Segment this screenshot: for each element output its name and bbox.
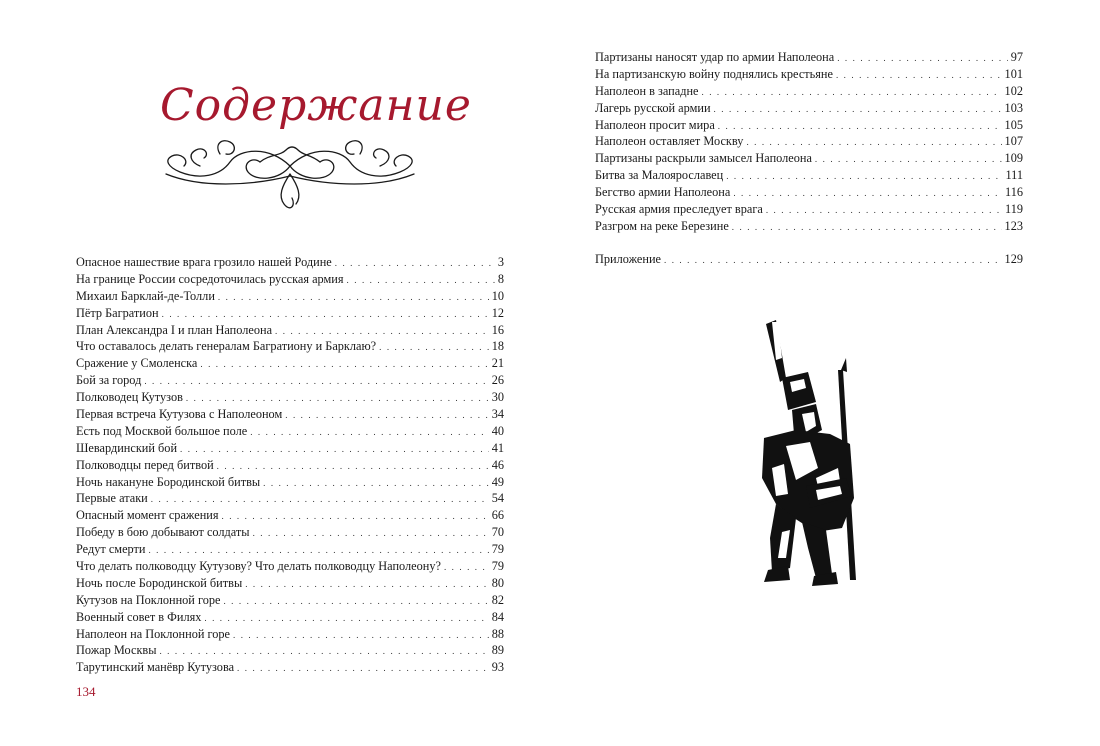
toc-entry-page: 70 xyxy=(491,525,504,540)
toc-entry-title: На партизанскую войну поднялись крестьяне xyxy=(595,66,833,81)
toc-entry[interactable] xyxy=(595,83,1023,100)
toc-entry-title: Наполеон в западне xyxy=(595,83,699,98)
toc-entry[interactable] xyxy=(76,507,504,524)
toc-entry-title: Партизаны раскрыли замысел Наполеона xyxy=(595,151,812,166)
toc-entry-page: 89 xyxy=(491,643,504,658)
toc-entry-page: 111 xyxy=(1005,168,1023,183)
toc-entry[interactable] xyxy=(76,575,504,592)
toc-entry-page: 12 xyxy=(491,305,504,320)
toc-entry-page: 34 xyxy=(491,407,504,422)
toc-entry-title: Битва за Малоярославец xyxy=(595,168,724,183)
toc-entry[interactable] xyxy=(76,524,504,541)
toc-entry-page: 80 xyxy=(491,575,504,590)
toc-entry[interactable] xyxy=(76,626,504,643)
toc-entry-page: 79 xyxy=(491,559,504,574)
toc-entry-page: 84 xyxy=(491,609,504,624)
toc-entry-title: Шевардинский бой xyxy=(76,440,178,455)
toc-entry[interactable] xyxy=(595,133,1023,150)
toc-entry-page: 88 xyxy=(491,626,504,641)
toc-entry-page: 26 xyxy=(491,373,504,388)
toc-entry-page: 103 xyxy=(1004,100,1023,115)
toc-entry[interactable] xyxy=(76,440,504,457)
toc-entry-page: 82 xyxy=(491,592,504,607)
toc-entry[interactable] xyxy=(595,184,1023,201)
toc-entry-page: 123 xyxy=(1004,218,1023,233)
toc-entry[interactable] xyxy=(76,305,504,322)
toc-entry[interactable] xyxy=(76,288,504,305)
toc-entry-title: Редут смерти xyxy=(76,542,146,557)
toc-entry[interactable] xyxy=(595,150,1023,167)
toc-entry-title: Бегство армии Наполеона xyxy=(595,185,731,200)
ornamental-flourish-icon xyxy=(160,136,420,216)
toc-entry-page: 66 xyxy=(491,508,504,523)
toc-entry-title: Ночь накануне Бородинской битвы xyxy=(76,474,261,489)
toc-entry-title: План Александра I и план Наполеона xyxy=(76,322,273,337)
toc-entry-page: 129 xyxy=(1004,251,1023,266)
toc-entry-page: 93 xyxy=(491,660,504,675)
toc-entry[interactable] xyxy=(76,490,504,507)
toc-entry-title: Партизаны наносят удар по армии Наполеона xyxy=(595,50,835,64)
toc-entry-title: Есть под Москвой большое поле xyxy=(76,423,248,438)
toc-entry[interactable] xyxy=(595,49,1023,66)
toc-entry-page: 101 xyxy=(1004,66,1023,81)
toc-entry-title: Разгром на реке Березине xyxy=(595,218,729,233)
toc-entry-page: 54 xyxy=(491,491,504,506)
toc-entry[interactable] xyxy=(76,423,504,440)
toc-entry[interactable] xyxy=(595,167,1023,184)
toc-entry-title: Приложение xyxy=(595,251,661,266)
toc-entry-title: Сражение у Смоленска xyxy=(76,356,198,371)
toc-entry[interactable] xyxy=(595,201,1023,218)
toc-entry-page: 10 xyxy=(491,288,504,303)
toc-entry[interactable] xyxy=(76,609,504,626)
toc-entry[interactable] xyxy=(595,100,1023,117)
toc-entry-page: 40 xyxy=(491,423,504,438)
toc-entry-title: Бой за город xyxy=(76,373,142,388)
toc-entry[interactable] xyxy=(76,355,504,372)
toc-entry[interactable] xyxy=(76,592,504,609)
toc-entry[interactable] xyxy=(595,117,1023,134)
toc-entry-title: Русская армия преследует врага xyxy=(595,202,763,217)
toc-entry-title: Что оставалось делать генералам Багратиону и Барклаю? xyxy=(76,339,377,354)
toc-entry-title: Тарутинский манёвр Кутузова xyxy=(76,660,235,675)
page-number: 134 xyxy=(76,684,96,699)
toc-entry[interactable] xyxy=(76,406,504,423)
toc-entry-page: 49 xyxy=(491,474,504,489)
toc-entry-page: 116 xyxy=(1005,185,1023,200)
toc-entry-page: 119 xyxy=(1005,202,1023,217)
toc-entry-title: Пётр Багратион xyxy=(76,305,159,320)
toc-entry-title: Полководец Кутузов xyxy=(76,390,183,405)
toc-entry-page: 3 xyxy=(497,255,504,269)
contents-heading-block xyxy=(160,78,472,218)
toc-entry-title: Что делать полководцу Кутузову? Что делать полководцу Наполеону? xyxy=(76,559,441,574)
toc-entry-title: Первые атаки xyxy=(76,491,148,506)
toc-entry-title: Кутузов на Поклонной горе xyxy=(76,592,221,607)
toc-entry[interactable] xyxy=(76,642,504,659)
toc-entry[interactable] xyxy=(76,558,504,575)
toc-entry-appendix[interactable] xyxy=(595,251,1023,268)
toc-entry-title: Полководцы перед битвой xyxy=(76,457,214,472)
toc-entry-title: Лагерь русской армии xyxy=(595,100,711,115)
toc-entry-title: Первая встреча Кутузова с Наполеоном xyxy=(76,407,283,422)
toc-entry[interactable] xyxy=(595,218,1023,235)
toc-entry-page: 102 xyxy=(1004,83,1023,98)
toc-entry[interactable] xyxy=(76,457,504,474)
toc-entry[interactable] xyxy=(76,322,504,339)
toc-entry-title: Победу в бою добывают солдаты xyxy=(76,525,250,540)
toc-entry-page: 18 xyxy=(491,339,504,354)
toc-entry-page: 97 xyxy=(1010,50,1023,64)
toc-entry-title: На границе России сосредоточилась русская армия xyxy=(76,271,344,286)
toc-entry[interactable] xyxy=(595,66,1023,83)
toc-entry-page: 30 xyxy=(491,390,504,405)
toc-entry-page: 79 xyxy=(491,542,504,557)
toc-entry-page: 41 xyxy=(491,440,504,455)
toc-entry-title: Михаил Барклай-де-Толли xyxy=(76,288,215,303)
toc-entry-page: 46 xyxy=(491,457,504,472)
toc-entry-page: 107 xyxy=(1004,134,1023,149)
toc-entry[interactable] xyxy=(76,372,504,389)
toc-entry[interactable] xyxy=(76,389,504,406)
toc-list-left xyxy=(76,254,504,676)
toc-entry-page: 105 xyxy=(1004,117,1023,132)
toc-entry-title: Опасный момент сражения xyxy=(76,508,219,523)
toc-entry-title: Наполеон оставляет Москву xyxy=(595,134,744,149)
toc-entry-page: 16 xyxy=(491,322,504,337)
toc-entry-title: Военный совет в Филях xyxy=(76,609,202,624)
toc-entry-title: Опасное нашествие врага грозило нашей Родине xyxy=(76,255,332,269)
soldier-ink-illustration xyxy=(746,318,886,588)
toc-entry-title: Ночь после Бородинской битвы xyxy=(76,575,243,590)
toc-entry[interactable] xyxy=(76,541,504,558)
contents-heading: Содержание xyxy=(160,80,472,131)
toc-entry[interactable] xyxy=(76,254,504,271)
toc-entry-page: 21 xyxy=(491,356,504,371)
toc-entry[interactable] xyxy=(76,271,504,288)
toc-entry-title: Пожар Москвы xyxy=(76,643,157,658)
toc-entry[interactable] xyxy=(76,338,504,355)
toc-entry-page: 8 xyxy=(497,271,504,286)
toc-entry-title: Наполеон на Поклонной горе xyxy=(76,626,230,641)
toc-entry[interactable] xyxy=(76,474,504,491)
toc-entry-page: 109 xyxy=(1004,151,1023,166)
toc-entry[interactable] xyxy=(76,659,504,676)
toc-list-right xyxy=(595,49,1023,268)
toc-entry-title: Наполеон просит мира xyxy=(595,117,715,132)
